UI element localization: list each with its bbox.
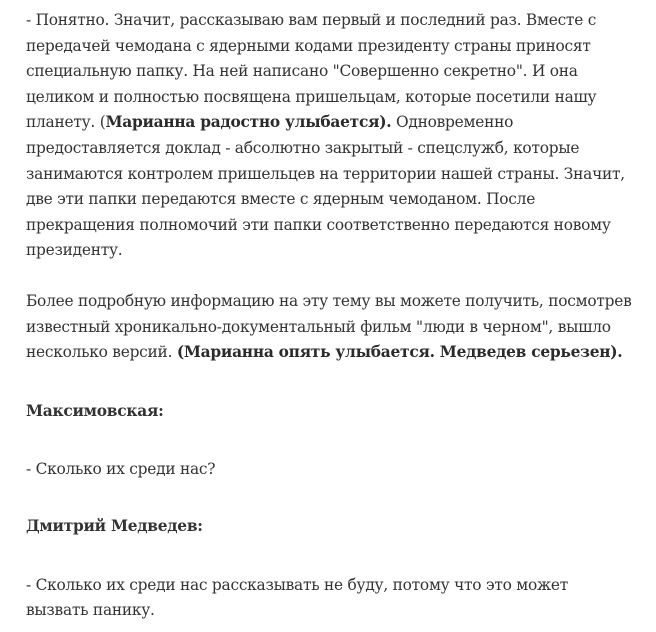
speaker-medvedev: Дмитрий Медведев:	[26, 516, 203, 535]
more-info-text: Более подробную информацию на эту тему вы можете получить, посмотрев известный хроникально-документальный фильм "люди в черном", вышло несколько версий.	[26, 291, 632, 362]
paren-open: (	[95, 113, 106, 132]
stage-note-smile: Марианна радостно улыбается).	[105, 113, 392, 132]
paragraph-medvedev-answer	[26, 8, 632, 264]
question-line: - Сколько их среди нас?	[26, 460, 216, 479]
speaker-maksimovskaya: Максимовская:	[26, 401, 164, 420]
answer-text-part1: - Понятно. Значит, рассказываю вам первый и последний раз. Вместе с передачей чемодана с ядерными кодами президенту страны приносят специальную папку. На ней написано "Совершенно секретно". И она целиком и полностью посвящена пришельцам, которые посетили нашу планету.	[26, 11, 597, 132]
article-body	[26, 8, 632, 624]
answer-line: - Сколько их среди нас рассказывать не буду, потому что это может вызвать панику.	[26, 575, 569, 620]
stage-note-serious: (Марианна опять улыбается. Медведев серьезен).	[176, 343, 623, 362]
answer-text-part2: Одновременно предоставляется доклад - абсолютно закрытый - спецслужб, которые занимаются контролем пришельцев на территории нашей страны. Значит, две эти папки передаются вместе с ядерным чемоданом. После прекращения полномочий эти папки соответственно передаются новому президенту.	[26, 113, 625, 260]
paragraph-more-info	[26, 289, 632, 366]
